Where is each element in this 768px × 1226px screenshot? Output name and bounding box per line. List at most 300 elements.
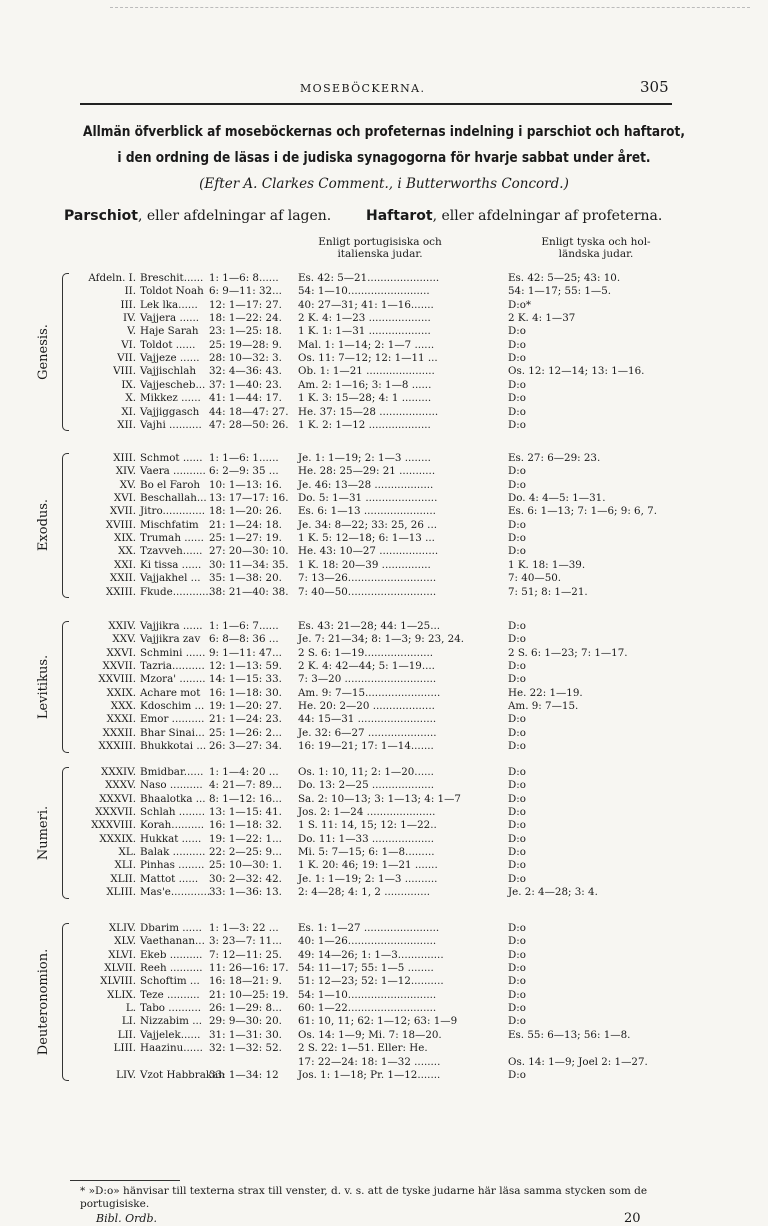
parasha-number: IV.: [123, 312, 136, 325]
parasha-number: XII.: [117, 418, 136, 431]
haftara-german: D:o: [508, 1015, 526, 1028]
table-row: [0, 727, 768, 740]
parasha-name: Toldot ......: [140, 338, 196, 351]
parasha-number: LIII.: [113, 1042, 136, 1055]
torah-reference: 32: 4—36: 43.: [209, 365, 282, 378]
haftara-german: D:o*: [508, 298, 532, 311]
haftara-portuguese: 2: 4—28; 4: 1, 2 ..............: [298, 886, 431, 899]
haftara-portuguese: Mal. 1: 1—14; 2: 1—7 ......: [298, 338, 435, 351]
haftara-german: D:o: [508, 859, 526, 872]
table-row: [0, 532, 768, 545]
haftara-portuguese: 1 K. 18: 20—39 ...............: [298, 558, 431, 571]
fold-number: 20: [624, 1211, 641, 1226]
torah-reference: 12: 1—13: 59.: [209, 660, 282, 673]
parasha-number: XXXIV.: [101, 766, 136, 778]
haftara-portuguese: Je. 7: 21—34; 8: 1—3; 9: 23, 24.: [298, 633, 465, 646]
haftara-german: Je. 2: 4—28; 3: 4.: [508, 886, 598, 899]
torah-reference: 16: 1—18: 30.: [209, 686, 282, 699]
parasha-number: XLVIII.: [100, 975, 136, 988]
book-name: Numeri.: [36, 805, 51, 860]
parasha-name: Teze ..........: [140, 988, 200, 1001]
torah-reference: 38: 21—40: 38.: [209, 585, 289, 598]
table-row: [0, 285, 768, 298]
parasha-number: XXXV.: [105, 779, 136, 792]
parasha-name: Bhar Sinai...: [140, 726, 205, 739]
torah-reference: 9: 1—11: 47...: [209, 646, 282, 659]
haftara-portuguese: 2 K. 4: 42—44; 5: 1—19....: [298, 660, 435, 673]
haftara-portuguese: 60: 1—22...........................: [298, 1002, 437, 1015]
table-row: [0, 660, 768, 673]
haftara-german: 7: 51; 8: 1—21.: [508, 585, 588, 598]
running-title: MOSEBÖCKERNA.: [300, 82, 426, 95]
table-row: [0, 949, 768, 962]
haftara-german: Os. 12: 12—14; 13: 1—16.: [508, 365, 645, 378]
haftara-german: D:o: [508, 405, 526, 418]
parasha-name: Jitro.............: [140, 505, 206, 518]
parasha-name: Korah..........: [140, 819, 205, 832]
haftara-german: Es. 27: 6—29: 23.: [508, 452, 601, 464]
parasha-number: II.: [124, 285, 136, 298]
haftara-german: D:o: [508, 766, 526, 778]
haftara-portuguese: 54: 11—17; 55: 1—5 ........: [298, 962, 434, 975]
parasha-number: LIV.: [116, 1068, 136, 1081]
haftara-portuguese: He. 28: 25—29: 21 ...........: [298, 465, 436, 478]
parasha-number: XXXIII.: [98, 740, 136, 753]
parasha-number: VI.: [121, 338, 136, 351]
parasha-number: X.: [125, 392, 136, 405]
parasha-number: XXX.: [110, 700, 136, 713]
haftara-german: 2 K. 4: 1—37: [508, 312, 576, 325]
torah-reference: 37: 1—40: 23.: [209, 378, 282, 391]
torah-reference: 11: 26—16: 17.: [209, 962, 289, 975]
parasha-number: III.: [120, 298, 136, 311]
column-header-portugisisk: Enligt portugisiska och italienska judar.: [318, 236, 442, 260]
parasha-number: VIII.: [113, 365, 136, 378]
haftara-german: Am. 9: 7—15.: [508, 700, 579, 713]
parasha-name: Trumah ......: [140, 532, 204, 545]
table-row: [0, 352, 768, 365]
haftara-portuguese: Je. 1: 1—19; 2: 1—3 ........: [298, 452, 431, 464]
parasha-number: XXXIX.: [99, 832, 136, 845]
subtitle: (Efter A. Clarkes Comment., i Butterworths Concord.): [199, 176, 569, 192]
parasha-number: Afdeln. I.: [88, 272, 136, 284]
haftara-portuguese: Je. 46: 13—28 ..................: [298, 478, 434, 491]
haftara-german: Es. 6: 1—13; 7: 1—6; 9: 6, 7.: [508, 505, 657, 518]
torah-reference: 31: 1—31: 30.: [209, 1028, 282, 1041]
torah-reference: 25: 1—27: 19.: [209, 532, 282, 545]
haftara-german: D:o: [508, 819, 526, 832]
haftara-portuguese: Es. 42: 5—21......................: [298, 272, 440, 284]
parasha-number: XLV.: [114, 935, 136, 948]
parasha-number: XLIX.: [107, 988, 136, 1001]
haftara-german: D:o: [508, 392, 526, 405]
haftara-german: D:o: [508, 922, 526, 934]
haftara-portuguese: Je. 32: 6—27 .....................: [298, 726, 437, 739]
haftara-portuguese: Do. 5: 1—31 ......................: [298, 492, 438, 505]
parasha-name: Vaera ..........: [140, 465, 206, 478]
parasha-name: Kdoschim ...: [140, 700, 205, 713]
parasha-name: Achare mot: [140, 686, 201, 699]
parasha-number: XV.: [119, 478, 136, 491]
table-row: [0, 975, 768, 988]
torah-reference: 10: 1—13: 16.: [209, 478, 282, 491]
haftara-german: Do. 4: 4—5: 1—31.: [508, 492, 606, 505]
haftara-german: D:o: [508, 975, 526, 988]
parasha-number: XXVIII.: [98, 673, 136, 686]
torah-reference: 44: 18—47: 27.: [209, 405, 289, 418]
torah-reference: 28: 10—32: 3.: [209, 352, 282, 365]
haftara-german: 1 K. 18: 1—39.: [508, 558, 586, 571]
haftarot-header: Haftarot, eller afdelningar af profeterna.: [366, 208, 663, 224]
torah-reference: 1: 1—4: 20 ...: [209, 766, 279, 778]
torah-reference: 47: 28—50: 26.: [209, 418, 289, 431]
haftara-portuguese: Do. 11: 1—33 ...................: [298, 832, 435, 845]
table-row: [0, 452, 768, 465]
parasha-name: Balak ..........: [140, 846, 206, 859]
table-row: [0, 859, 768, 872]
torah-reference: 26: 3—27: 34.: [209, 740, 282, 753]
torah-reference: 1: 1—6: 8......: [209, 272, 279, 284]
torah-reference: 6: 2—9: 35 ...: [209, 465, 279, 478]
table-row: [0, 793, 768, 806]
haftara-portuguese: Es. 1: 1—27 .......................: [298, 922, 440, 934]
haftara-portuguese: Ob. 1: 1—21 .....................: [298, 365, 435, 378]
haftara-german: D:o: [508, 633, 526, 646]
haftara-german: D:o: [508, 806, 526, 819]
torah-reference: 33: 1—36: 13.: [209, 886, 282, 899]
haftara-german: D:o: [508, 1068, 526, 1081]
parasha-number: IX.: [121, 378, 136, 391]
parasha-number: XI.: [121, 405, 136, 418]
footnote: * »D:o» hänvisar till texterna strax till venster, d. v. s. att de tyske judarne här läsa samma stycken som de portugisiske.: [80, 1185, 648, 1210]
haftara-german: D:o: [508, 478, 526, 491]
table-row: [0, 647, 768, 660]
haftara-german: D:o: [508, 792, 526, 805]
torah-reference: 30: 11—34: 35.: [209, 558, 289, 571]
torah-reference: 13: 1—15: 41.: [209, 806, 282, 819]
parasha-name: Schlah ........: [140, 806, 205, 819]
haftara-german: D:o: [508, 518, 526, 531]
torah-reference: 25: 10—30: 1.: [209, 859, 282, 872]
haftara-portuguese: 1 K. 20: 46; 19: 1—21 .......: [298, 859, 438, 872]
table-row: [0, 479, 768, 492]
torah-reference: 1: 1—3: 22 ...: [209, 922, 279, 934]
parasha-name: Naso ..........: [140, 779, 203, 792]
table-row: [0, 1042, 768, 1055]
table-row: [0, 713, 768, 726]
table-row: [0, 740, 768, 753]
torah-reference: 8: 1—12: 16...: [209, 792, 282, 805]
haftara-portuguese: 2 S. 6: 1—19.....................: [298, 646, 434, 659]
torah-reference: 21: 1—24: 23.: [209, 713, 282, 726]
haftara-german: D:o: [508, 545, 526, 558]
haftara-german: D:o: [508, 1002, 526, 1015]
haftara-portuguese: He. 20: 2—20 ...................: [298, 700, 435, 713]
parasha-name: Emor ..........: [140, 713, 205, 726]
book-name: Genesis.: [36, 324, 51, 380]
parasha-name: Mas'e............: [140, 886, 211, 899]
haftara-german: Es. 42: 5—25; 43: 10.: [508, 272, 621, 284]
haftara-portuguese: Jos. 2: 1—24 .....................: [298, 806, 436, 819]
parasha-name: Mattot ......: [140, 872, 199, 885]
parasha-number: XX.: [118, 545, 136, 558]
parasha-number: XXXVIII.: [91, 819, 136, 832]
torah-reference: 16: 1—18: 32.: [209, 819, 282, 832]
haftara-german: Es. 55: 6—13; 56: 1—8.: [508, 1028, 631, 1041]
parasha-name: Vajjescheb...: [140, 378, 206, 391]
parasha-number: XVI.: [113, 492, 136, 505]
parasha-number: XXVII.: [102, 660, 136, 673]
parasha-name: Tazria..........: [140, 660, 205, 673]
parasha-name: Vaethanan...: [140, 935, 205, 948]
torah-reference: 23: 1—25: 18.: [209, 325, 282, 338]
torah-reference: 21: 1—24: 18.: [209, 518, 282, 531]
parasha-number: XLII.: [110, 872, 136, 885]
haftara-german: D:o: [508, 338, 526, 351]
parasha-number: XXXVII.: [95, 806, 136, 819]
torah-reference: 21: 10—25: 19.: [209, 988, 289, 1001]
parasha-name: Ki tissa ......: [140, 558, 202, 571]
haftara-german: D:o: [508, 872, 526, 885]
parasha-name: Vajjelek......: [140, 1028, 201, 1041]
haftara-portuguese: Mi. 5: 7—15; 6: 1—8.........: [298, 846, 435, 859]
parasha-number: XIV.: [115, 465, 136, 478]
haftara-portuguese: 49: 14—26; 1: 1—3..............: [298, 948, 444, 961]
haftara-portuguese: Os. 11: 7—12; 12: 1—11 ...: [298, 352, 438, 365]
haftara-portuguese: Am. 9: 7—15.......................: [298, 686, 441, 699]
torah-reference: 30: 2—32: 42.: [209, 872, 282, 885]
torah-reference: 35: 1—38: 20.: [209, 572, 282, 585]
table-row: [0, 633, 768, 646]
haftara-portuguese: 7: 40—50...........................: [298, 585, 437, 598]
torah-reference: 18: 1—20: 26.: [209, 505, 282, 518]
parasha-name: Pinhas ........: [140, 859, 205, 872]
table-row: [0, 339, 768, 352]
parasha-name: Nizzabim ...: [140, 1015, 203, 1028]
parasha-name: Breschit......: [140, 272, 204, 284]
table-row: [0, 559, 768, 572]
parasha-name: Toldot Noah: [140, 285, 204, 298]
torah-reference: 18: 1—22: 24.: [209, 312, 282, 325]
parasha-name: Ekeb ..........: [140, 948, 203, 961]
table-row: [0, 465, 768, 478]
parasha-number: XXV.: [112, 633, 136, 646]
parasha-number: XXIV.: [108, 620, 136, 632]
book-name: Levitikus.: [36, 654, 51, 719]
haftara-german: D:o: [508, 418, 526, 431]
table-row: [0, 687, 768, 700]
table-row: [0, 406, 768, 419]
parasha-name: Mikkez ......: [140, 392, 201, 405]
haftara-german: D:o: [508, 832, 526, 845]
parasha-name: Bo el Faroh: [140, 478, 201, 491]
table-row: [0, 365, 768, 378]
parasha-name: Lek lka......: [140, 298, 198, 311]
parasha-number: XLVI.: [108, 948, 136, 961]
haftara-german: 2 S. 6: 1—23; 7: 1—17.: [508, 646, 628, 659]
haftara-portuguese: 54: 1—10...........................: [298, 988, 437, 1001]
table-row: [0, 806, 768, 819]
parasha-name: Schoftim ...: [140, 975, 200, 988]
torah-reference: 22: 2—25: 9...: [209, 846, 282, 859]
parasha-name: Vajjera ......: [140, 312, 200, 325]
table-row: [0, 1015, 768, 1028]
parasha-number: XXXVI.: [99, 792, 136, 805]
haftara-german: D:o: [508, 620, 526, 632]
parasha-number: XXII.: [109, 572, 136, 585]
haftara-german: D:o: [508, 740, 526, 753]
parasha-number: XVII.: [109, 505, 136, 518]
haftara-german: D:o: [508, 532, 526, 545]
parasha-name: Schmot ......: [140, 452, 203, 464]
table-row: [0, 392, 768, 405]
haftara-portuguese: 54: 1—10.........................: [298, 285, 430, 298]
torah-reference: 7: 12—11: 25.: [209, 948, 282, 961]
book-name: Deuteronomion.: [36, 948, 51, 1056]
parasha-name: Haje Sarah: [140, 325, 199, 338]
parasha-number: XVIII.: [105, 518, 136, 531]
torah-reference: 3: 23—7: 11...: [209, 935, 282, 948]
parasha-name: Mischfatim: [140, 518, 199, 531]
table-row: [0, 1029, 768, 1042]
haftara-portuguese: 17: 22—24: 18: 1—32 ........: [298, 1055, 441, 1068]
parasha-name: Bmidbar......: [140, 766, 204, 778]
parasha-name: Tzavveh......: [140, 545, 203, 558]
table-row: [0, 700, 768, 713]
haftara-german: He. 22: 1—19.: [508, 686, 583, 699]
parasha-number: LII.: [117, 1028, 136, 1041]
parasha-number: XXIII.: [105, 585, 136, 598]
table-row: [0, 935, 768, 948]
torah-reference: 16: 18—21: 9.: [209, 975, 282, 988]
book-name: Exodus.: [36, 499, 51, 552]
haftara-portuguese: Es. 6: 1—13 ......................: [298, 505, 436, 518]
haftara-portuguese: He. 43: 10—27 ..................: [298, 545, 439, 558]
haftara-portuguese: He. 37: 15—28 ..................: [298, 405, 439, 418]
parasha-number: L.: [125, 1002, 136, 1015]
parasha-number: XLVII.: [104, 962, 136, 975]
torah-reference: 14: 1—15: 33.: [209, 673, 282, 686]
haftara-portuguese: Jos. 1: 1—18; Pr. 1—12.......: [298, 1068, 441, 1081]
torah-reference: 4: 21—7: 89...: [209, 779, 282, 792]
haftara-german: D:o: [508, 948, 526, 961]
table-row: [0, 325, 768, 338]
haftara-portuguese: 1 K. 5: 12—18; 6: 1—13 ...: [298, 532, 435, 545]
haftara-german: Os. 14: 1—9; Joel 2: 1—27.: [508, 1055, 648, 1068]
table-row: [0, 1056, 768, 1069]
table-row: [0, 989, 768, 1002]
table-row: [0, 299, 768, 312]
haftara-portuguese: 1 K. 2: 1—12 ...................: [298, 418, 431, 431]
signature-mark: Bibl. Ordb.: [96, 1212, 158, 1225]
parasha-name: Vajjischlah: [140, 365, 197, 378]
table-row: [0, 379, 768, 392]
parasha-name: Tabo ..........: [140, 1002, 202, 1015]
torah-reference: 26: 1—29: 8...: [209, 1002, 282, 1015]
parasha-number: XLIII.: [106, 886, 136, 899]
table-row: [0, 779, 768, 792]
haftara-portuguese: 2 S. 22: 1—51. Eller: He.: [298, 1042, 428, 1055]
column-header-tysk: Enligt tyska och hol- ländska judar.: [541, 236, 651, 260]
table-row: [0, 886, 768, 899]
parasha-name: Mzora' ........: [140, 673, 206, 686]
parasha-name: Beschallah...: [140, 492, 207, 505]
parasha-name: Vajjikra zav: [140, 633, 201, 646]
parasha-name: Vajjakhel ...: [140, 572, 201, 585]
haftara-german: D:o: [508, 779, 526, 792]
haftara-portuguese: 7: 3—20 ............................: [298, 673, 437, 686]
parasha-name: Bhaalotka ...: [140, 792, 206, 805]
parasha-number: XXXII.: [102, 726, 136, 739]
torah-reference: 25: 19—28: 9.: [209, 338, 282, 351]
haftara-german: D:o: [508, 988, 526, 1001]
parschiot-header: Parschiot, eller afdelningar af lagen.: [64, 208, 332, 224]
parasha-number: LI.: [121, 1015, 136, 1028]
haftara-portuguese: Sa. 2: 10—13; 3: 1—13; 4: 1—7: [298, 792, 461, 805]
torah-reference: 41: 1—44: 17.: [209, 392, 282, 405]
parasha-number: XXVI.: [106, 646, 136, 659]
parasha-name: Vajjikra ......: [140, 620, 203, 632]
table-row: [0, 673, 768, 686]
haftara-portuguese: 1 K. 1: 1—31 ...................: [298, 325, 431, 338]
haftara-german: D:o: [508, 352, 526, 365]
parasha-number: V.: [127, 325, 136, 338]
torah-reference: 13: 17—17: 16.: [209, 492, 289, 505]
haftara-portuguese: Je. 34: 8—22; 33: 25, 26 ...: [298, 518, 437, 531]
haftara-portuguese: 7: 13—26...........................: [298, 572, 437, 585]
parasha-name: Dbarim ......: [140, 922, 202, 934]
parasha-name: Schmini ......: [140, 646, 206, 659]
table-row: [0, 1069, 768, 1082]
table-row: [0, 620, 768, 633]
table-row: [0, 505, 768, 518]
parasha-name: Vzot Habbrakah: [140, 1068, 225, 1081]
table-row: [0, 873, 768, 886]
haftara-german: D:o: [508, 325, 526, 338]
torah-reference: 25: 1—26: 2...: [209, 726, 282, 739]
torah-reference: 12: 1—17: 27.: [209, 298, 282, 311]
haftara-portuguese: 40: 1—26...........................: [298, 935, 437, 948]
table-row: [0, 419, 768, 432]
table-row: [0, 545, 768, 558]
table-row: [0, 572, 768, 585]
table-row: [0, 766, 768, 779]
parasha-name: Bhukkotai ...: [140, 740, 207, 753]
parasha-number: XIX.: [113, 532, 136, 545]
haftara-portuguese: 1 S. 11: 14, 15; 12: 1—22..: [298, 819, 437, 832]
haftara-portuguese: 40: 27—31; 41: 1—16.......: [298, 298, 434, 311]
haftara-german: 54: 1—17; 55: 1—5.: [508, 285, 612, 298]
table-row: [0, 819, 768, 832]
haftara-german: D:o: [508, 935, 526, 948]
table-row: [0, 962, 768, 975]
haftara-portuguese: 16: 19—21; 17: 1—14.......: [298, 740, 434, 753]
table-row: [0, 586, 768, 599]
haftara-german: D:o: [508, 660, 526, 673]
parasha-number: XIII.: [113, 452, 136, 464]
parasha-number: XXXI.: [106, 713, 136, 726]
page-number: 305: [640, 78, 669, 96]
table-row: [0, 846, 768, 859]
table-row: [0, 312, 768, 325]
torah-reference: 1: 1—6: 7......: [209, 620, 279, 632]
haftara-portuguese: Os. 1: 10, 11; 2: 1—20......: [298, 766, 434, 778]
torah-reference: 6: 8—8: 36 ...: [209, 633, 279, 646]
parasha-number: XL.: [118, 846, 136, 859]
table-row: [0, 922, 768, 935]
torah-reference: 33: 1—34: 12: [209, 1068, 279, 1081]
haftara-german: D:o: [508, 465, 526, 478]
